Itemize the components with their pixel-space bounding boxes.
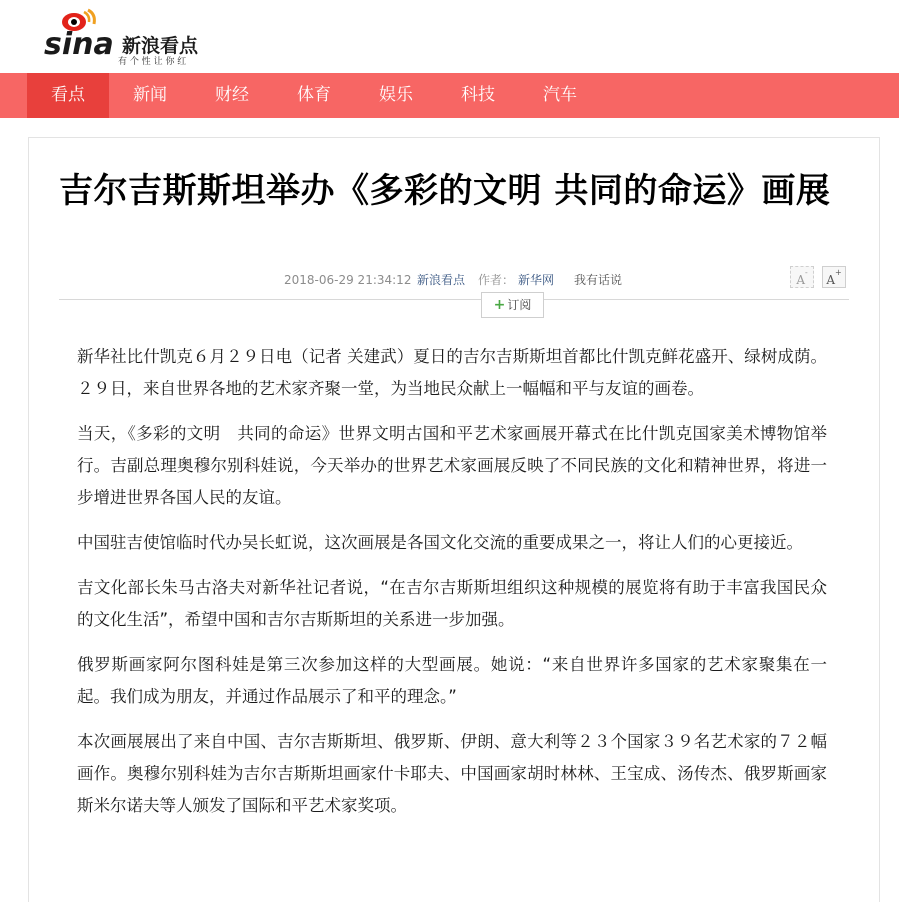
channel-nav <box>0 73 899 118</box>
font-decrease-label: A <box>796 273 805 287</box>
article-paragraph: 中国驻吉使馆临时代办吴长虹说，这次画展是各国文化交流的重要成果之一，将让人们的心更接近。 <box>77 533 803 552</box>
subscribe-label: 订阅 <box>507 298 532 312</box>
header-divider <box>59 299 849 300</box>
article-source-link[interactable]: 新浪看点 <box>417 273 466 287</box>
author-label: 作者： <box>478 273 515 287</box>
article-paragraph: 俄罗斯画家阿尔图科娃是第三次参加这样的大型画展。她说：“来自世界许多国家的艺术家聚集在一起。我们成为朋友，并通过作品展示了和平的理念。” <box>77 655 827 706</box>
font-increase-button[interactable]: A+ <box>822 266 846 288</box>
nav-item-auto[interactable]: 汽车 <box>543 85 577 105</box>
sina-eye-logo-icon <box>44 8 244 68</box>
article-paragraph: 新华社比什凯克６月２９日电（记者 关建武）夏日的吉尔吉斯斯坦首都比什凯克鲜花盛开、绿树成荫。２９日，来自世界各地的艺术家齐聚一堂，为当地民众献上一幅幅和平与友谊的画卷。 <box>77 347 827 398</box>
article-paragraph: 当天，《多彩的文明 共同的命运》世界文明古国和平艺术家画展开幕式在比什凯克国家美术博物馆举行。吉副总理奥穆尔别科娃说，今天举办的世界艺术家画展反映了不同民族的文化和精神世界，将进一步增进世界各国人民的友谊。 <box>77 424 827 507</box>
article-title: 吉尔吉斯斯坦举办《多彩的文明 共同的命运》画展 <box>59 171 831 211</box>
logo-slogan-text: 有 个 性 让 你 红 <box>118 57 187 67</box>
sina-logo[interactable] <box>44 8 244 68</box>
nav-item-finance[interactable]: 财经 <box>215 85 249 105</box>
logo-brand-text: sina <box>44 27 114 62</box>
site-header <box>0 0 899 73</box>
plus-icon: + <box>493 297 506 313</box>
font-increase-label: A <box>826 273 835 287</box>
nav-item-entertainment[interactable]: 娱乐 <box>379 85 413 105</box>
nav-item-sports[interactable]: 体育 <box>297 85 331 105</box>
article-paragraph: 吉文化部长朱马古洛夫对新华社记者说，“在吉尔吉斯斯坦组织这种规模的展览将有助于丰富我国民众的文化生活”，希望中国和吉尔吉斯斯坦的关系进一步加强。 <box>77 578 827 629</box>
article-date: 2018-06-29 21:34:12 <box>284 273 412 287</box>
article-body <box>77 341 827 835</box>
article-author-link[interactable]: 新华网 <box>518 273 555 287</box>
nav-item-news[interactable]: 新闻 <box>133 85 167 105</box>
nav-item-kandian[interactable]: 看点 <box>27 73 109 118</box>
article-paragraph: 本次画展展出了来自中国、吉尔吉斯斯坦、俄罗斯、伊朗、意大利等２３个国家３９名艺术家的７２幅画作。奥穆尔别科娃为吉尔吉斯斯坦画家什卡耶夫、中国画家胡时林林、王宝成、汤传杰、俄罗斯画家斯米尔诺夫等人颁发了国际和平艺术家奖项。 <box>77 732 827 815</box>
nav-item-tech[interactable]: 科技 <box>461 85 495 105</box>
comment-link[interactable]: 我有话说 <box>574 273 623 287</box>
font-decrease-button[interactable]: A- <box>790 266 814 288</box>
subscribe-button[interactable] <box>481 292 544 318</box>
logo-product-text: 新浪看点 <box>122 35 199 57</box>
